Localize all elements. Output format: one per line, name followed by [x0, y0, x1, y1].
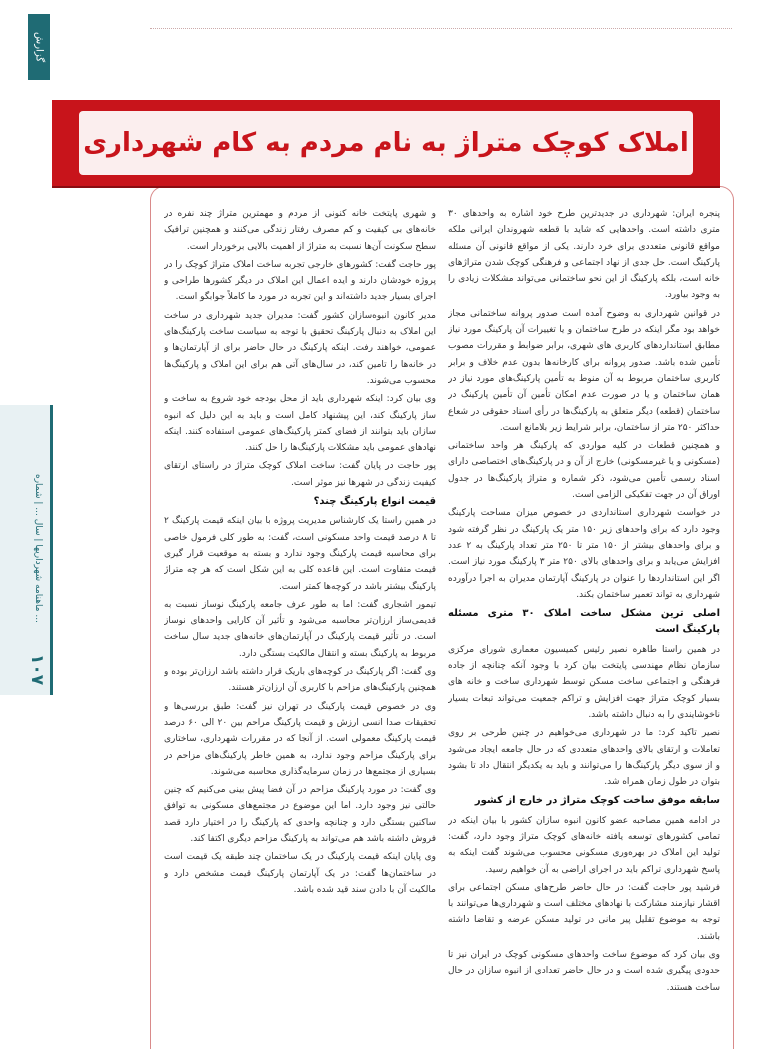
paragraph: وی گفت: در مورد پارکینگ مزاحم در آن فضا پیش بینی می‌کنیم که چنین حالتی نیز وجود دارد. اما این موضوع در مجتمع‌های مسکونی به توافق ساکنین بستگی دارد و چنانچه واحدی که پارکینگ را در اختیار دارد قصد فروش داشته باشد هم می‌تواند به پارکینگ مزاحم دیگری اکتفا کند.	[164, 785, 436, 844]
paragraph: پور حاجت در پایان گفت: ساخت املاک کوچک متراژ در راستای ارتقای کیفیت زندگی در شهرها نیز موثر است.	[164, 461, 436, 488]
article-column-right	[448, 206, 720, 1026]
article-column-left	[164, 206, 436, 1026]
paragraph: تیمور اشجاری گفت: اما به طور عرف جامعه پارکینگ نوساز نسبت به قدیمی‌ساز ارزان‌تر محاسبه می‌شود و تأثیر آن کارایی واحدهای نوساز است. در تأثیر قیمت پارکینگ در آپارتمان‌های خانه‌های جدید سال ساخت مربوط به پارکینگ بسته و انتقال مالکیت بستگی دارد.	[164, 599, 436, 659]
paragraph: پنجره ایران: شهرداری در جدیدترین طرح خود اشاره به واحدهای ۳۰ متری داشته است. واحدهایی که شاید با قطعه شهروندان ایرانی ملکه مواقع قانونی متعددی برای خرد دارند. یکی از مواقع قانونی آن مسئله پارکینگ است. حل جدی از نهاد اجتماعی و فرهنگی کوچک شدن متراژهای خانه است، بلکه پارکینگ از این نحو ساختمانی می‌تواند مشکلات زیادی را به وجود بیاورد.	[448, 209, 720, 301]
paragraph: وی در خصوص قیمت پارکینگ در تهران نیز گفت: طبق بررسی‌ها و تحقیقات صدا انسی ارزش و قیمت پارکینگ مراحم بین ۲۰ الی ۶۰ درصد قیمت پارکینگ معمولی است. از آنجا که در مقررات شهرداری، ساختاری برای پارکینگ مزاحم وجود ندارد، به همین خاطر پارکینگ‌های مزاحم در بسیاری از مجتمع‌ها در زمان سرمایه‌گذاری محاسبه می‌شوند.	[164, 701, 436, 777]
paragraph: در قوانین شهرداری به وضوح آمده است صدور پروانه ساختمانی مجاز خواهد بود مگر اینکه در طرح ساختمان و یا تغییرات آن پارکینگ مورد نیاز مطابق استانداردهای کاربری های شهری، برابر ضوابط و مقررات مصوب تأمین شده باشد. صدور پروانه برای کارخانه‌ها بدون عدم خلاف و برابر کاربری ساختمان مربوط به آن منوط به تأمین پارکینگ‌های مورد نیاز در همان ساختمان و یا در صورت عدم امکان تأمین آن تأمین پارکینگ در ساختمان (قطعه) دیگر متعلق به پارکینگ‌ها در رأی اسناد حقوقی در شعاع حداکثر ۲۵۰ متر از ساختمان، برابر شرایط زیر بلامانع است.	[448, 308, 720, 433]
paragraph: و همچنین قطعات در کلیه مواردی که پارکینگ هر واحد ساختمانی (مسکونی و یا غیرمسکونی) خارج از آن و در پارکینگ‌های اختصاصی دارای اسناد رسمی تأمین می‌شود، ذکر شماره و متراژ پارکینگ‌ها در جدول اوراق آن در جهت تفکیکی الزامی است.	[448, 441, 720, 501]
article-title: املاک کوچک متراژ به نام مردم به کام شهرداری	[83, 128, 689, 158]
paragraph: وی بیان کرد: اینکه شهرداری باید از محل بودجه خود شروع به ساخت و ساز پارکینگ کند، این پیشنهاد کامل است و باید به این دلیل که انبوه سازان باید بتوانند از فضای کمتر پارکینگ‌های عمومی استفاده کنند. اینکه نهادهای عمومی باید مشکلات پارکینگ‌ها را حل کنند.	[164, 394, 436, 454]
section-heading: اصلی ترین مشکل ساخت املاک ۳۰ متری مسئله پارکینگ است	[448, 608, 720, 636]
paragraph: مدیر کانون انبوه‌سازان کشور گفت: مدیران جدید شهرداری در ساخت این املاک به دنبال پارکینگ تحقیق با توجه به سیاست ساخت پارکینگ‌های عمومی، خواهند رفت. اینکه پارکینگ در حال حاضر برای از آپارتمان‌ها و در خانه‌ها را تامین کند، در سال‌های آتی هم برای این املاک و پارکینگ‌ها محسوب می‌شوند.	[164, 310, 436, 386]
title-banner-inner	[79, 111, 693, 175]
section-tab: گزارش	[28, 14, 50, 80]
paragraph: فرشید پور حاجت گفت: در حال حاضر طرح‌های مسکن اجتماعی برای اقشار نیازمند مشارکت با نهادهای مختلف است و شهرداری‌ها می‌توانند با توجه به موضوع تقلیل پیر مانی در تولید مسکن عرضه و تقاضا داشته باشند.	[448, 882, 720, 942]
side-caption: ماهنامه شهرداریها | سال ... | شماره ...	[33, 473, 43, 623]
paragraph: در خواست شهرداری استانداردی در خصوص میزان مساحت پارکینگ وجود دارد که برای واحدهای زیر ۱۵۰ متر یک پارکینگ در نظر گرفته شود و برای واحدهای بیشتر از ۱۵۰ متر تا ۲۵۰ متر تعداد پارکینگ به ۲ عدد افزایش می‌یابد و برای واحدهای بالای ۲۵۰ متر ۳ پارکینگ مورد نیاز است. اگر این استانداردها را عنوان در پارکینگ آپارتمان مدیران به اجرا درآورده شهرداری به تواند تعمیر ساختمان بکند.	[448, 508, 720, 600]
top-rule	[150, 28, 732, 29]
page-number: ۱۰۷	[27, 654, 47, 686]
paragraph: وی بیان کرد که موضوع ساخت واحدهای مسکونی کوچک در ایران نیز تا حدودی پیگیری شده است و در حال حاضر تعدادی از انبوه سازان در حال ساخت هستند.	[448, 950, 720, 993]
paragraph: و شهری پایتخت خانه کنونی از مردم و مهمترین متراژ چند نفره در خانه‌های بی کیفیت و کم مصرف رفتار زندگی می‌کنند و همچنین ترافیک سطح سکونت آن‌ها نسبت به متراژ از اهمیت بالایی برخوردار است.	[164, 209, 436, 252]
paragraph: وی پایان اینکه قیمت پارکینگ در یک ساختمان چند طبقه یک قیمت است در ساختمان‌ها گفت: در یک آپارتمان پارکینگ قیمت مشخص دارد و مالکیت آن با دادن سند قید شده باشد.	[164, 852, 436, 895]
paragraph: وی گفت: اگر پارکینگ در کوچه‌های باریک قرار داشته باشد ارزان‌تر بوده و همچنین پارکینگ‌های مزاحم با کاربری آن ارزان‌تر هستند.	[164, 667, 436, 694]
section-heading: سابقه موفق ساخت کوچک متراژ در خارج از کشور	[474, 795, 720, 807]
paragraph: در همین راستا یک کارشناس مدیریت پروژه با بیان اینکه قیمت پارکینگ ۲ تا ۸ درصد قیمت واحد مسکونی است، گفت: به طور کلی فرمول خاصی برای محاسبه قیمت پارکینگ وجود ندارد و بسته به موقعیت قرار گیری قیمت متفاوت است. این قاعده کلی به این شکل است که هر چه متراژ پارکینگ بیشتر باشد در کوچه‌ها کمتر است.	[164, 516, 436, 592]
paragraph: در همین راستا طاهره نصیر رئیس کمیسیون معماری شورای مرکزی سازمان نظام مهندسی پایتخت بیان کرد با وجود آنکه چنانچه از جاده فرهنگی و اجتماعی ساخت مسکن توسط شهرداری ساخت و خانه های بسیار کوچک متراژ جهت افزایش و تراکم جمعیت می‌تواند تبعات بسیار ناخوشایندی را به دنبال داشته باشد.	[448, 644, 720, 720]
paragraph: پور حاجت گفت: کشورهای خارجی تجربه ساخت املاک متراژ کوچک را در پروژه خودشان دارند و ایده اعمال این املاک در دیگر کشورها طراحی و اجرای بسیار جدید داشته‌اند و این تجربه در مورد ما کاملاً جوابگو است.	[164, 259, 436, 303]
paragraph: در ادامه همین مصاحبه عضو کانون انبوه سازان کشور با بیان اینکه در تمامی کشورهای توسعه یافته خانه‌های کوچک متراژ وجود دارد، گفت: تولید این املاک در بهره‌وری مسکونی محسوب می‌شوند گفت اینکه به پاسخ شهرداری تراکم باید در اجرای اراضی به آن خواهیم رسید.	[448, 815, 720, 875]
paragraph: نصیر تاکید کرد: ما در شهرداری می‌خواهیم در چنین طرحی بر روی تعاملات و ارتقای بالای واحدهای متعددی که در حال جامعه ایجاد می‌شود و از سوی دیگر پارکینگ‌ها را می‌توانند و باید به یکدیگر انتقال داد تا بشود بتوان در طول زمان همراه شد.	[448, 728, 720, 788]
title-banner	[52, 100, 720, 186]
section-heading: قیمت انواع پارکینگ چند؟	[313, 496, 436, 508]
